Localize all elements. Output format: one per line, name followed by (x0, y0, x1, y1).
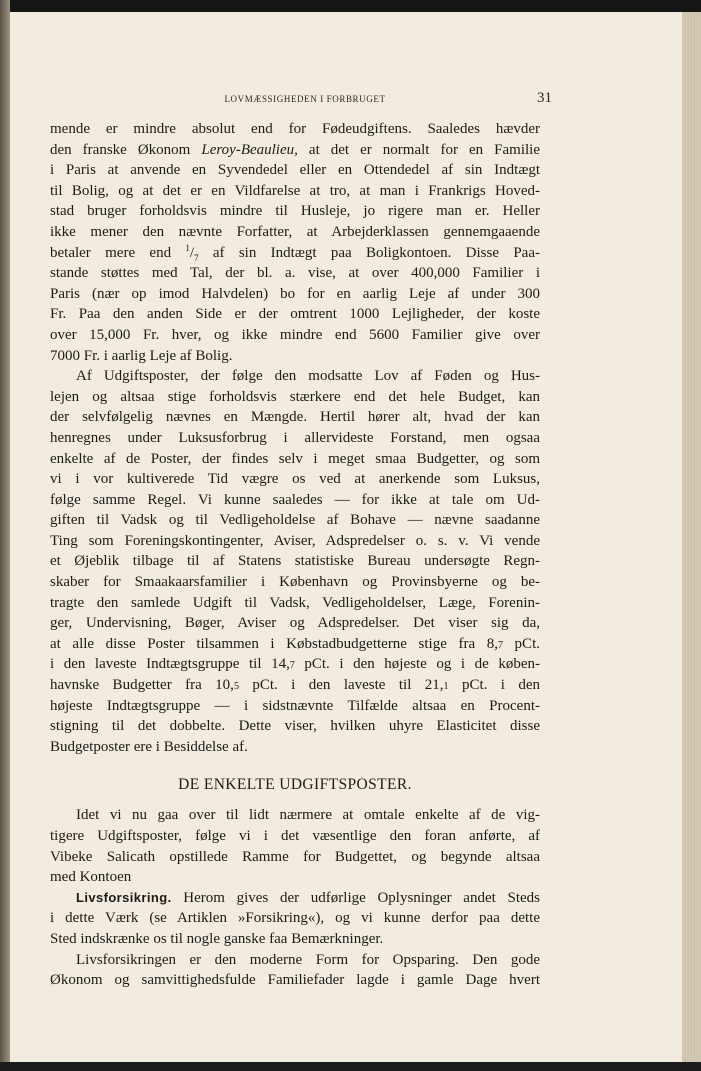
text-line: Ting som Foreningskontingenter, Aviser, Adspredelser o. s. v. Vi vende (50, 532, 540, 549)
text-line: enkelte af de Poster, der findes selv i meget smaa Budgetter, og som (50, 450, 540, 467)
text-line: Økonom og samvittighedsfulde Familiefader lagde i gamle Dage hvert (50, 972, 540, 989)
text-line: skaber for Smaakaarsfamilier i København og Provinsbyerne og be- (50, 574, 540, 591)
scan-bottom-edge (0, 1062, 701, 1071)
text-line: at alle disse Poster tilsammen i Købstadbudgetterne stige fra 8,7 pCt. (50, 635, 540, 652)
fraction-denominator: 7 (194, 252, 199, 263)
text-line: Vibeke Salicath opstillede Ramme for Budgettet, og begynde altsaa (50, 848, 540, 865)
text-line: Livsforsikringen er den moderne Form for Opsparing. Den gode (76, 951, 540, 968)
text-line: henregnes under Luksusforbrug i allervideste Forstand, men ogsaa (50, 429, 540, 446)
paragraph-4 (50, 888, 540, 950)
fraction-numerator: 1 (185, 242, 190, 253)
text-line: Sted indskrænke os til nogle ganske faa Bemærkninger. (50, 930, 384, 947)
text-line: i Paris at anvende en Syvendedel eller en Ottendedel af sin Indtægt (50, 162, 540, 179)
text-line: med Kontoen (50, 869, 132, 886)
text-line: over 15,000 Fr. hver, og ikke mindre end 5600 Familier give over (50, 326, 540, 343)
text-line: følge samme Regel. Vi kunne saaledes — for ikke at tale om Ud- (50, 491, 540, 508)
paragraph-5 (50, 950, 540, 991)
text-line: Livsforsikring. Herom gives der udførlige Oplysninger andet Steds (76, 889, 540, 906)
text-line: Fr. Paa den anden Side er der omtrent 1000 Lejligheder, der koste (50, 306, 540, 323)
section-heading: DE ENKELTE UDGIFTSPOSTER. (178, 776, 412, 794)
text-line: mende er mindre absolut end for Fødeudgiftens. Saaledes hævder (50, 121, 540, 137)
paragraph-3 (50, 805, 540, 887)
text-line: stigning til det dobbelte. Dette viser, hvilken uhyre Elasticitet disse (50, 718, 540, 735)
text-line: stad bruger forholdsvis mindre til Husleje, jo rigere man er. Heller (50, 203, 540, 220)
text-line: der selvfølgelig nævnes en Mængde. Hertil hører alt, hvad der kan (50, 409, 540, 426)
text-line: Paris (nær op imod Halvdelen) bo for en aarlig Leje af under 300 (50, 285, 540, 302)
scan-top-edge (0, 0, 701, 12)
text-line: giften til Vadsk og til Vedligeholdelse af Bohave — nævne saadanne (50, 512, 540, 529)
fraction-slash: / (189, 244, 195, 261)
text-line: den franske Økonom Leroy-Beaulieu, at det er normalt for en Familie (50, 141, 540, 158)
author-name: Leroy-Beaulieu, (201, 141, 298, 158)
text-line: stande støttes med Tal, der bl. a. vise, at over 400,000 Familier i (50, 265, 540, 282)
text-line: højeste Indtægtsgruppe — i sidstnævnte Tilfælde altsaa en Procent- (50, 697, 540, 714)
paragraph-2 (50, 366, 540, 757)
text-line: ger, Undervisning, Bøger, Aviser og Adspredelser. Det viser sig da, (50, 615, 540, 632)
running-header: LOVMÆSSIGHEDEN I FORBRUGET (224, 94, 386, 104)
text-line: havnske Budgetter fra 10,5 pCt. i den laveste til 21,1 pCt. i den (50, 677, 540, 694)
subsection-term: Livsforsikring. (76, 889, 172, 905)
text-line: tragte den samlede Udgift til Vadsk, Vedligeholdelser, Læge, Forenin- (50, 594, 540, 611)
text-line: Budgetposter ere i Besiddelse af. (50, 738, 248, 755)
text-line: til Bolig, og at det er en Vildfarelse at tro, at man i Frankrigs Hoved- (50, 182, 540, 199)
text-line: Idet vi nu gaa over til lidt nærmere at omtale enkelte af de vig- (76, 807, 540, 824)
text-line: tigere Udgiftsposter, følge vi i det væsentlige den foran anførte, af (50, 828, 540, 844)
text-line: lejen og altsaa stige forholdsvis stærkere end det hele Budget, kan (50, 388, 540, 405)
book-binding (682, 12, 701, 1062)
text-line: 7000 Fr. i aarlig Leje af Bolig. (50, 347, 233, 364)
text-line: betaler mere end $^1/_7$ af sin Indtægt paa Boligkontoen. Disse Paa- (50, 242, 540, 263)
paragraph-1 (50, 119, 540, 366)
body-text (50, 119, 540, 991)
text-line: vi i vor kultiverede Tid vægre os ved at anerkende som Luksus, (50, 471, 540, 488)
text-line: Af Udgiftsposter, der følge den modsatte Lov af Føden og Hus- (76, 368, 540, 385)
text-line: et Øjeblik tilbage til af Statens statistiske Bureau undersøgte Regn- (50, 553, 540, 570)
scan-left-edge (0, 0, 10, 1071)
text-line: i dette Værk (se Artiklen »Forsikring«), og vi kunne derfor paa dette (50, 910, 540, 927)
text-line: i den laveste Indtægtsgruppe til 14,7 pCt. i den højeste og i de køben- (50, 656, 540, 673)
page-number: 31 (537, 90, 552, 106)
text-line: ikke mener den nævnte Forfatter, at Arbejderklassen gennemgaaende (50, 223, 540, 240)
